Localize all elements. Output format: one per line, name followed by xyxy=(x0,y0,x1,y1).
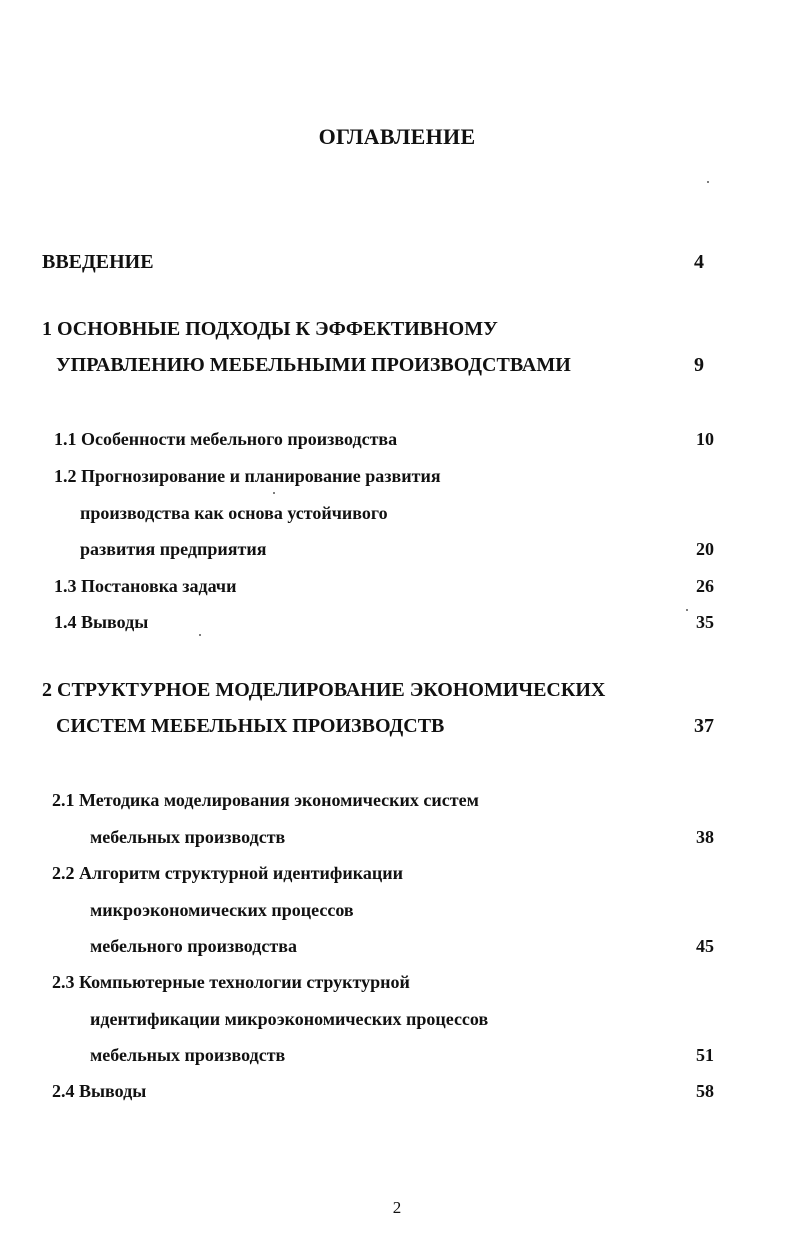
toc-chapter-1-line1: 1 ОСНОВНЫЕ ПОДХОДЫ К ЭФФЕКТИВНОМУ xyxy=(42,318,498,340)
toc-page-section-1-4: 35 xyxy=(696,612,714,632)
toc-section-1-2-line3: развития предприятия xyxy=(80,539,267,559)
toc-page-section-2-4: 58 xyxy=(696,1081,714,1101)
toc-page-chapter-2: 37 xyxy=(694,715,714,737)
toc-page-section-2-3: 51 xyxy=(696,1045,714,1065)
toc-page-section-1-2: 20 xyxy=(696,539,714,559)
toc-section-2-3-line2: идентификации микроэкономических процессов xyxy=(90,1009,489,1029)
toc-page-section-1-1: 10 xyxy=(696,429,714,449)
toc-section-2-3-line1: 2.3 Компьютерные технологии структурной xyxy=(52,972,410,992)
toc-chapter-1-line2: УПРАВЛЕНИЮ МЕБЕЛЬНЫМИ ПРОИЗВОДСТВАМИ xyxy=(56,354,571,376)
toc-section-2-2-line1: 2.2 Алгоритм структурной идентификации xyxy=(52,863,403,883)
toc-section-2-3-line3: мебельных производств xyxy=(90,1045,286,1065)
toc-section-1-1: 1.1 Особенности мебельного производства xyxy=(54,429,398,449)
toc-section-1-3: 1.3 Постановка задачи xyxy=(54,576,237,596)
toc-page-chapter-1: 9 xyxy=(694,354,704,376)
scan-speck xyxy=(686,609,688,611)
toc-page-section-1-3: 26 xyxy=(696,576,714,596)
toc-section-1-2-line1: 1.2 Прогнозирование и планирование развития xyxy=(54,466,441,486)
toc-entry-introduction: ВВЕДЕНИЕ xyxy=(42,251,154,273)
toc-page-section-2-1: 38 xyxy=(696,827,714,847)
scan-speck xyxy=(199,634,201,636)
scan-speck xyxy=(707,181,709,183)
toc-section-2-1-line2: мебельных производств xyxy=(90,827,286,847)
toc-chapter-2-line1: 2 СТРУКТУРНОЕ МОДЕЛИРОВАНИЕ ЭКОНОМИЧЕСКИХ xyxy=(42,679,606,701)
scan-speck xyxy=(273,492,275,494)
toc-section-2-2-line2: микроэкономических процессов xyxy=(90,900,354,920)
toc-section-1-2-line2: производства как основа устойчивого xyxy=(80,503,388,523)
toc-page-section-2-2: 45 xyxy=(696,936,714,956)
toc-page-introduction: 4 xyxy=(694,251,704,273)
toc-section-2-4: 2.4 Выводы xyxy=(52,1081,147,1101)
toc-section-2-1-line1: 2.1 Методика моделирования экономических систем xyxy=(52,790,479,810)
toc-section-1-4: 1.4 Выводы xyxy=(54,612,149,632)
page-number: 2 xyxy=(392,1198,402,1217)
toc-section-2-2-line3: мебельного производства xyxy=(90,936,297,956)
page-title: ОГЛАВЛЕНИЕ xyxy=(318,124,476,149)
toc-chapter-2-line2: СИСТЕМ МЕБЕЛЬНЫХ ПРОИЗВОДСТВ xyxy=(56,715,445,737)
